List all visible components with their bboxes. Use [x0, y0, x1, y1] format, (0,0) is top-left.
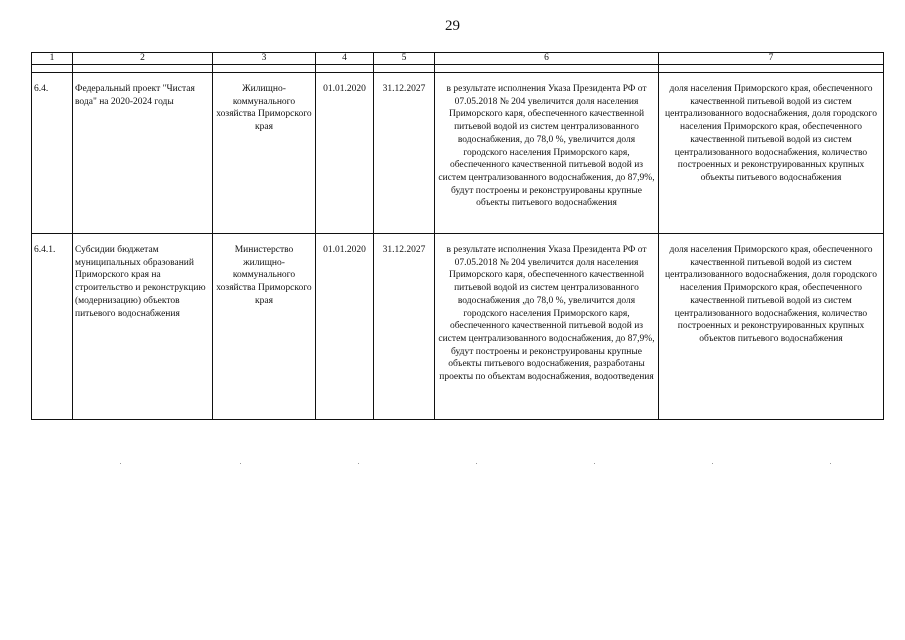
- spacer-row: [32, 65, 884, 73]
- column-header-5: 5: [374, 53, 435, 65]
- row-indicators: доля населения Приморского края, обеспеченного качественной питьевой водой из систем централизованного водоснабжения, доля городского населения Приморского края, обеспеченного качественной питьевой водой из систем централизованного водоснабжения, количество построенных и реконструированных крупных объектов питьевого водоснабжения: [659, 234, 884, 420]
- row-start-date: 01.01.2020: [316, 73, 374, 234]
- page-number: 29: [445, 18, 460, 34]
- row-start-date: 01.01.2020: [316, 234, 374, 420]
- row-name: Субсидии бюджетам муниципальных образований Приморского края на строительство и реконструкцию (модернизацию) объектов питьевого водоснабжения: [73, 234, 213, 420]
- column-header-1: 1: [32, 53, 73, 65]
- column-header-3: 3: [213, 53, 316, 65]
- row-result: в результате исполнения Указа Президента РФ от 07.05.2018 № 204 увеличится доля населения Приморского каря, обеспеченного качественной питьевой водой из систем централизованного водоснабжения, до 78,0 %, увеличится доля городского населения Приморского каря, обеспеченного качественной питьевой водой из систем централизованного водоснабжения, до 87,9%, будут построены и реконструированы крупные объекты питьевого водоснабжения: [435, 73, 659, 234]
- header-row: [32, 53, 884, 65]
- row-end-date: 31.12.2027: [374, 234, 435, 420]
- row-number: 6.4.: [32, 73, 73, 234]
- row-number: 6.4.1.: [32, 234, 73, 420]
- column-header-2: 2: [73, 53, 213, 65]
- row-indicators: доля населения Приморского края, обеспеченного качественной питьевой водой из систем централизованного водоснабжения, доля городского населения Приморского края, обеспеченного качественной питьевой водой из систем централизованного водоснабжения, количество построенных и реконструированных крупных объекты питьевого водоснабжения: [659, 73, 884, 234]
- scan-speckles: [120, 463, 840, 465]
- column-header-4: 4: [316, 53, 374, 65]
- row-result: в результате исполнения Указа Президента РФ от 07.05.2018 № 204 увеличится доля населения Приморского каря, обеспеченного качественной питьевой водой из систем централизованного водоснабжения ,до 78,0 %, увеличится доля городского населения Приморского каря, обеспеченного качественной питьевой водой из систем централизованного водоснабжения, до 87,9%, будут построены и реконструированы крупные объекты питьевого водоснабжения, разработаны проекты по объектам водоснабжения, водоотведения: [435, 234, 659, 420]
- row-name: Федеральный проект "Чистая вода" на 2020-2024 годы: [73, 73, 213, 234]
- table-row: [32, 73, 884, 234]
- row-end-date: 31.12.2027: [374, 73, 435, 234]
- column-header-6: 6: [435, 53, 659, 65]
- table-row: [32, 234, 884, 420]
- row-executor: Жилищно-коммунального хозяйства Приморского края: [213, 73, 316, 234]
- main-table: [31, 52, 884, 420]
- column-header-7: 7: [659, 53, 884, 65]
- row-executor: Министерство жилищно-коммунального хозяйства Приморского края: [213, 234, 316, 420]
